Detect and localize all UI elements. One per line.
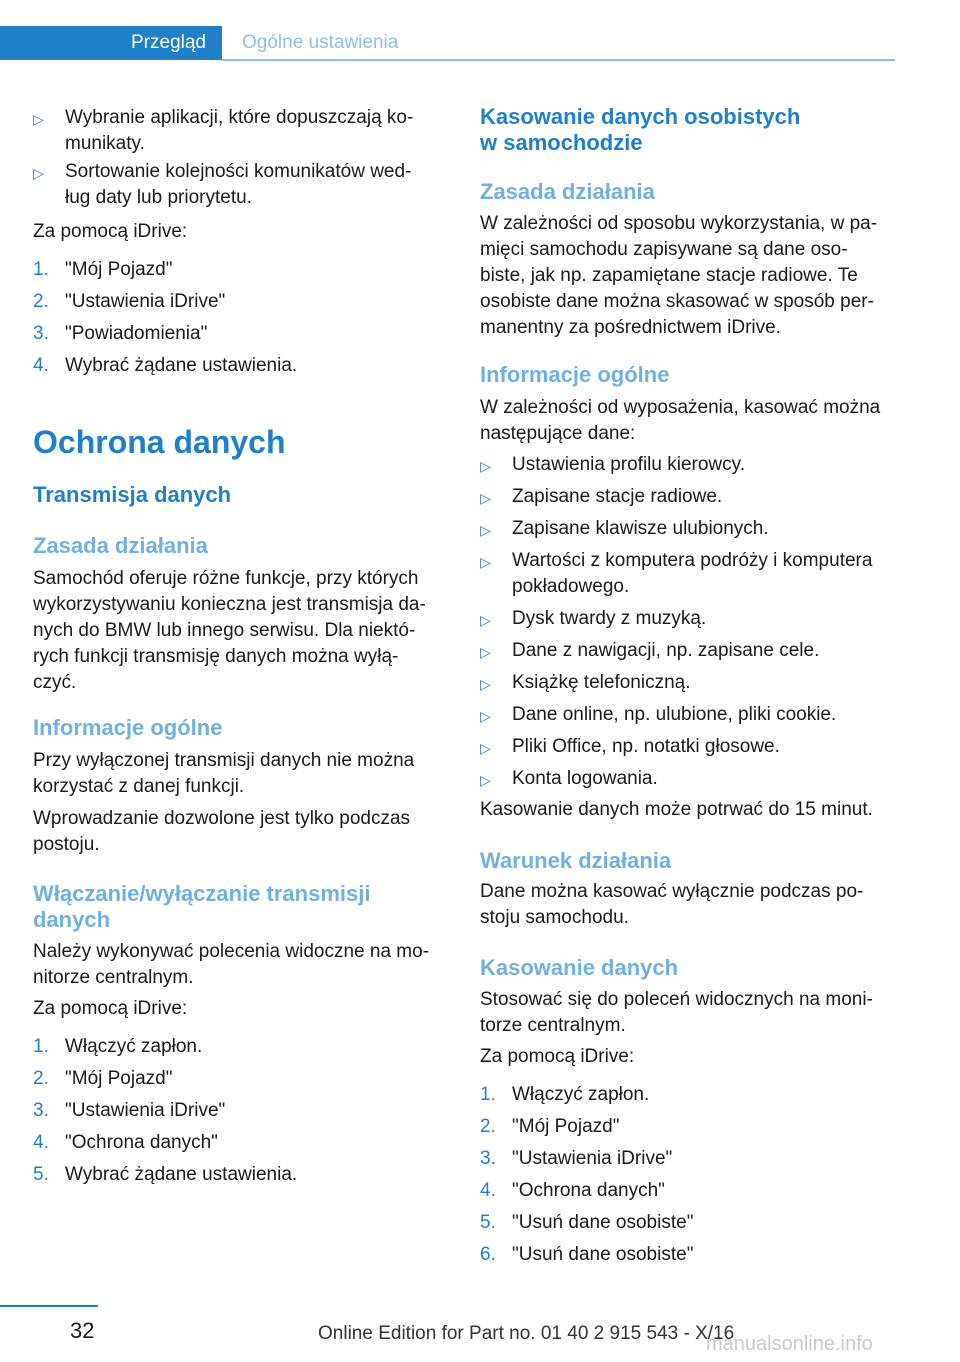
bullet-list xyxy=(480,452,900,798)
triangle-bullet-icon: ▷ xyxy=(480,612,491,628)
step-list-2: 1. Włączyć zapłon. 2. "Mój Pojazd" 3. "Ustawienia iDrive" 4. "Ochrona danych" 5. Wybrać żądane ustawienia. xyxy=(33,1034,453,1194)
bullet-item xyxy=(33,159,453,211)
step-item: "Ustawienia iDrive" xyxy=(512,1148,673,1169)
bullet-text: Dysk twardy z muzyką. xyxy=(512,608,707,629)
heading-informacje: Informacje ogólne xyxy=(33,715,223,740)
bullet-text: Zapisane klawisze ulubionych. xyxy=(512,518,769,539)
step-item: "Usuń dane osobiste" xyxy=(512,1212,694,1233)
triangle-bullet-icon: ▷ xyxy=(480,490,491,506)
step-item: "Mój Pojazd" xyxy=(65,1068,173,1089)
section-title: Ochrona danych xyxy=(33,424,286,460)
bullet-text: Ustawienia profilu kierowcy. xyxy=(512,454,746,475)
paragraph-wlaczanie: Należy wykonywać polecenia widoczne na mo- nitorze centralnym. xyxy=(33,941,430,988)
idrive-label: Za pomocą iDrive: xyxy=(33,998,188,1019)
triangle-bullet-icon: ▷ xyxy=(480,522,491,538)
bullet-text: Pliki Office, np. notatki głosowe. xyxy=(512,736,780,757)
bullet-text: Wartości z komputera podróży i komputera pokładowego. xyxy=(512,550,873,597)
step-item: Włączyć zapłon. xyxy=(65,1036,203,1057)
watermark: manualsonline.info xyxy=(706,1333,873,1355)
bullet-text: Książkę telefoniczną. xyxy=(512,672,691,693)
step-item: Wybrać żądane ustawienia. xyxy=(65,1164,298,1185)
subsection-title: Transmisja danych xyxy=(33,482,232,507)
footer-divider xyxy=(0,1305,98,1307)
step-list: 1. Włączyć zapłon. 2. "Mój Pojazd" 3. "Ustawienia iDrive" 4. "Ochrona danych" 5. "Usuń dane osobiste" 6. "Usuń dane osobiste" xyxy=(480,1082,900,1274)
triangle-bullet-icon: ▷ xyxy=(480,644,491,660)
triangle-bullet-icon: ▷ xyxy=(480,772,491,788)
triangle-bullet-icon: ▷ xyxy=(480,676,491,692)
bullet-text: Konta logowania. xyxy=(512,768,658,789)
step-item: Włączyć zapłon. xyxy=(512,1084,650,1105)
edition-text: Online Edition for Part no. 01 40 2 915 543 - X/16 xyxy=(318,1323,735,1344)
paragraph-info: W zależności od wyposażenia, kasować można następujące dane: xyxy=(480,397,881,444)
chapter-header xyxy=(0,26,895,62)
step-list-1: 1. "Mój Pojazd" 2. "Ustawienia iDrive" 3. "Powiadomienia" 4. Wybrać żądane ustawienia. xyxy=(33,257,453,385)
triangle-bullet-icon: ▷ xyxy=(480,554,491,570)
heading-informacje: Informacje ogólne xyxy=(480,362,670,387)
paragraph-zasada: W zależności od sposobu wykorzystania, w pa- mięci samochodu zapisywane są dane oso- biste, jak np. zapamiętane stacje radiowe. Te osobiste dane można skasować w sposób per- manentny za pośrednictwem iDrive. xyxy=(480,213,878,338)
step-item: "Powiadomienia" xyxy=(65,323,208,344)
bullet-text: Wybranie aplikacji, które dopuszczają ko- munikaty. xyxy=(65,107,414,154)
triangle-bullet-icon: ▷ xyxy=(480,458,491,474)
step-item: "Mój Pojazd" xyxy=(512,1116,620,1137)
paragraph-warunek: Dane można kasować wyłącznie podczas po- stoju samochodu. xyxy=(480,881,864,928)
heading-warunek: Warunek działania xyxy=(480,848,672,873)
step-item: "Usuń dane osobiste" xyxy=(512,1244,694,1265)
tab-przeglad[interactable]: Przegląd xyxy=(0,26,222,60)
triangle-bullet-icon: ▷ xyxy=(480,740,491,756)
bullet-text: Dane z nawigacji, np. zapisane cele. xyxy=(512,640,820,661)
header-divider xyxy=(222,59,895,61)
triangle-bullet-icon: ▷ xyxy=(480,708,491,724)
heading-zasada: Zasada działania xyxy=(480,179,655,204)
paragraph-time: Kasowanie danych może potrwać do 15 minut. xyxy=(480,799,873,820)
paragraph-kasowanie: Stosować się do poleceń widocznych na moni- torze centralnym. xyxy=(480,989,873,1036)
triangle-bullet-icon: ▷ xyxy=(33,165,44,181)
idrive-label: Za pomocą iDrive: xyxy=(33,221,188,242)
heading-kasowanie: Kasowanie danych xyxy=(480,955,679,980)
paragraph-info-2: Wprowadzanie dozwolone jest tylko podczas postoju. xyxy=(33,808,411,855)
bullet-item xyxy=(33,105,453,157)
step-item: "Ustawienia iDrive" xyxy=(65,1100,226,1121)
step-item: "Ochrona danych" xyxy=(512,1180,665,1201)
paragraph-info-1: Przy wyłączonej transmisji danych nie można korzystać z danej funkcji. xyxy=(33,750,415,797)
section-title: Kasowanie danych osobistych w samochodzie xyxy=(480,104,801,155)
bullet-text: Sortowanie kolejności komunikatów wed- ług daty lub priorytetu. xyxy=(65,161,412,208)
triangle-bullet-icon: ▷ xyxy=(33,111,44,127)
bullet-text: Dane online, np. ulubione, pliki cookie. xyxy=(512,704,837,725)
page-number: 32 xyxy=(70,1318,95,1343)
idrive-label: Za pomocą iDrive: xyxy=(480,1046,635,1067)
paragraph-zasada: Samochód oferuje różne funkcje, przy których wykorzystywaniu konieczna jest transmisja da- nych do BMW lub innego serwisu. Dla niektó- rych funkcji transmisję danych można wyłą- czyć. xyxy=(33,568,426,693)
bullet-text: Zapisane stacje radiowe. xyxy=(512,486,723,507)
step-item: "Mój Pojazd" xyxy=(65,259,173,280)
step-item: Wybrać żądane ustawienia. xyxy=(65,355,298,376)
tab-ogolne-ustawienia[interactable]: Ogólne ustawienia xyxy=(242,32,399,53)
step-item: "Ustawienia iDrive" xyxy=(65,291,226,312)
heading-zasada: Zasada działania xyxy=(33,533,208,558)
heading-wlaczanie: Włączanie/wyłączanie transmisji danych xyxy=(33,881,371,932)
step-item: "Ochrona danych" xyxy=(65,1132,218,1153)
